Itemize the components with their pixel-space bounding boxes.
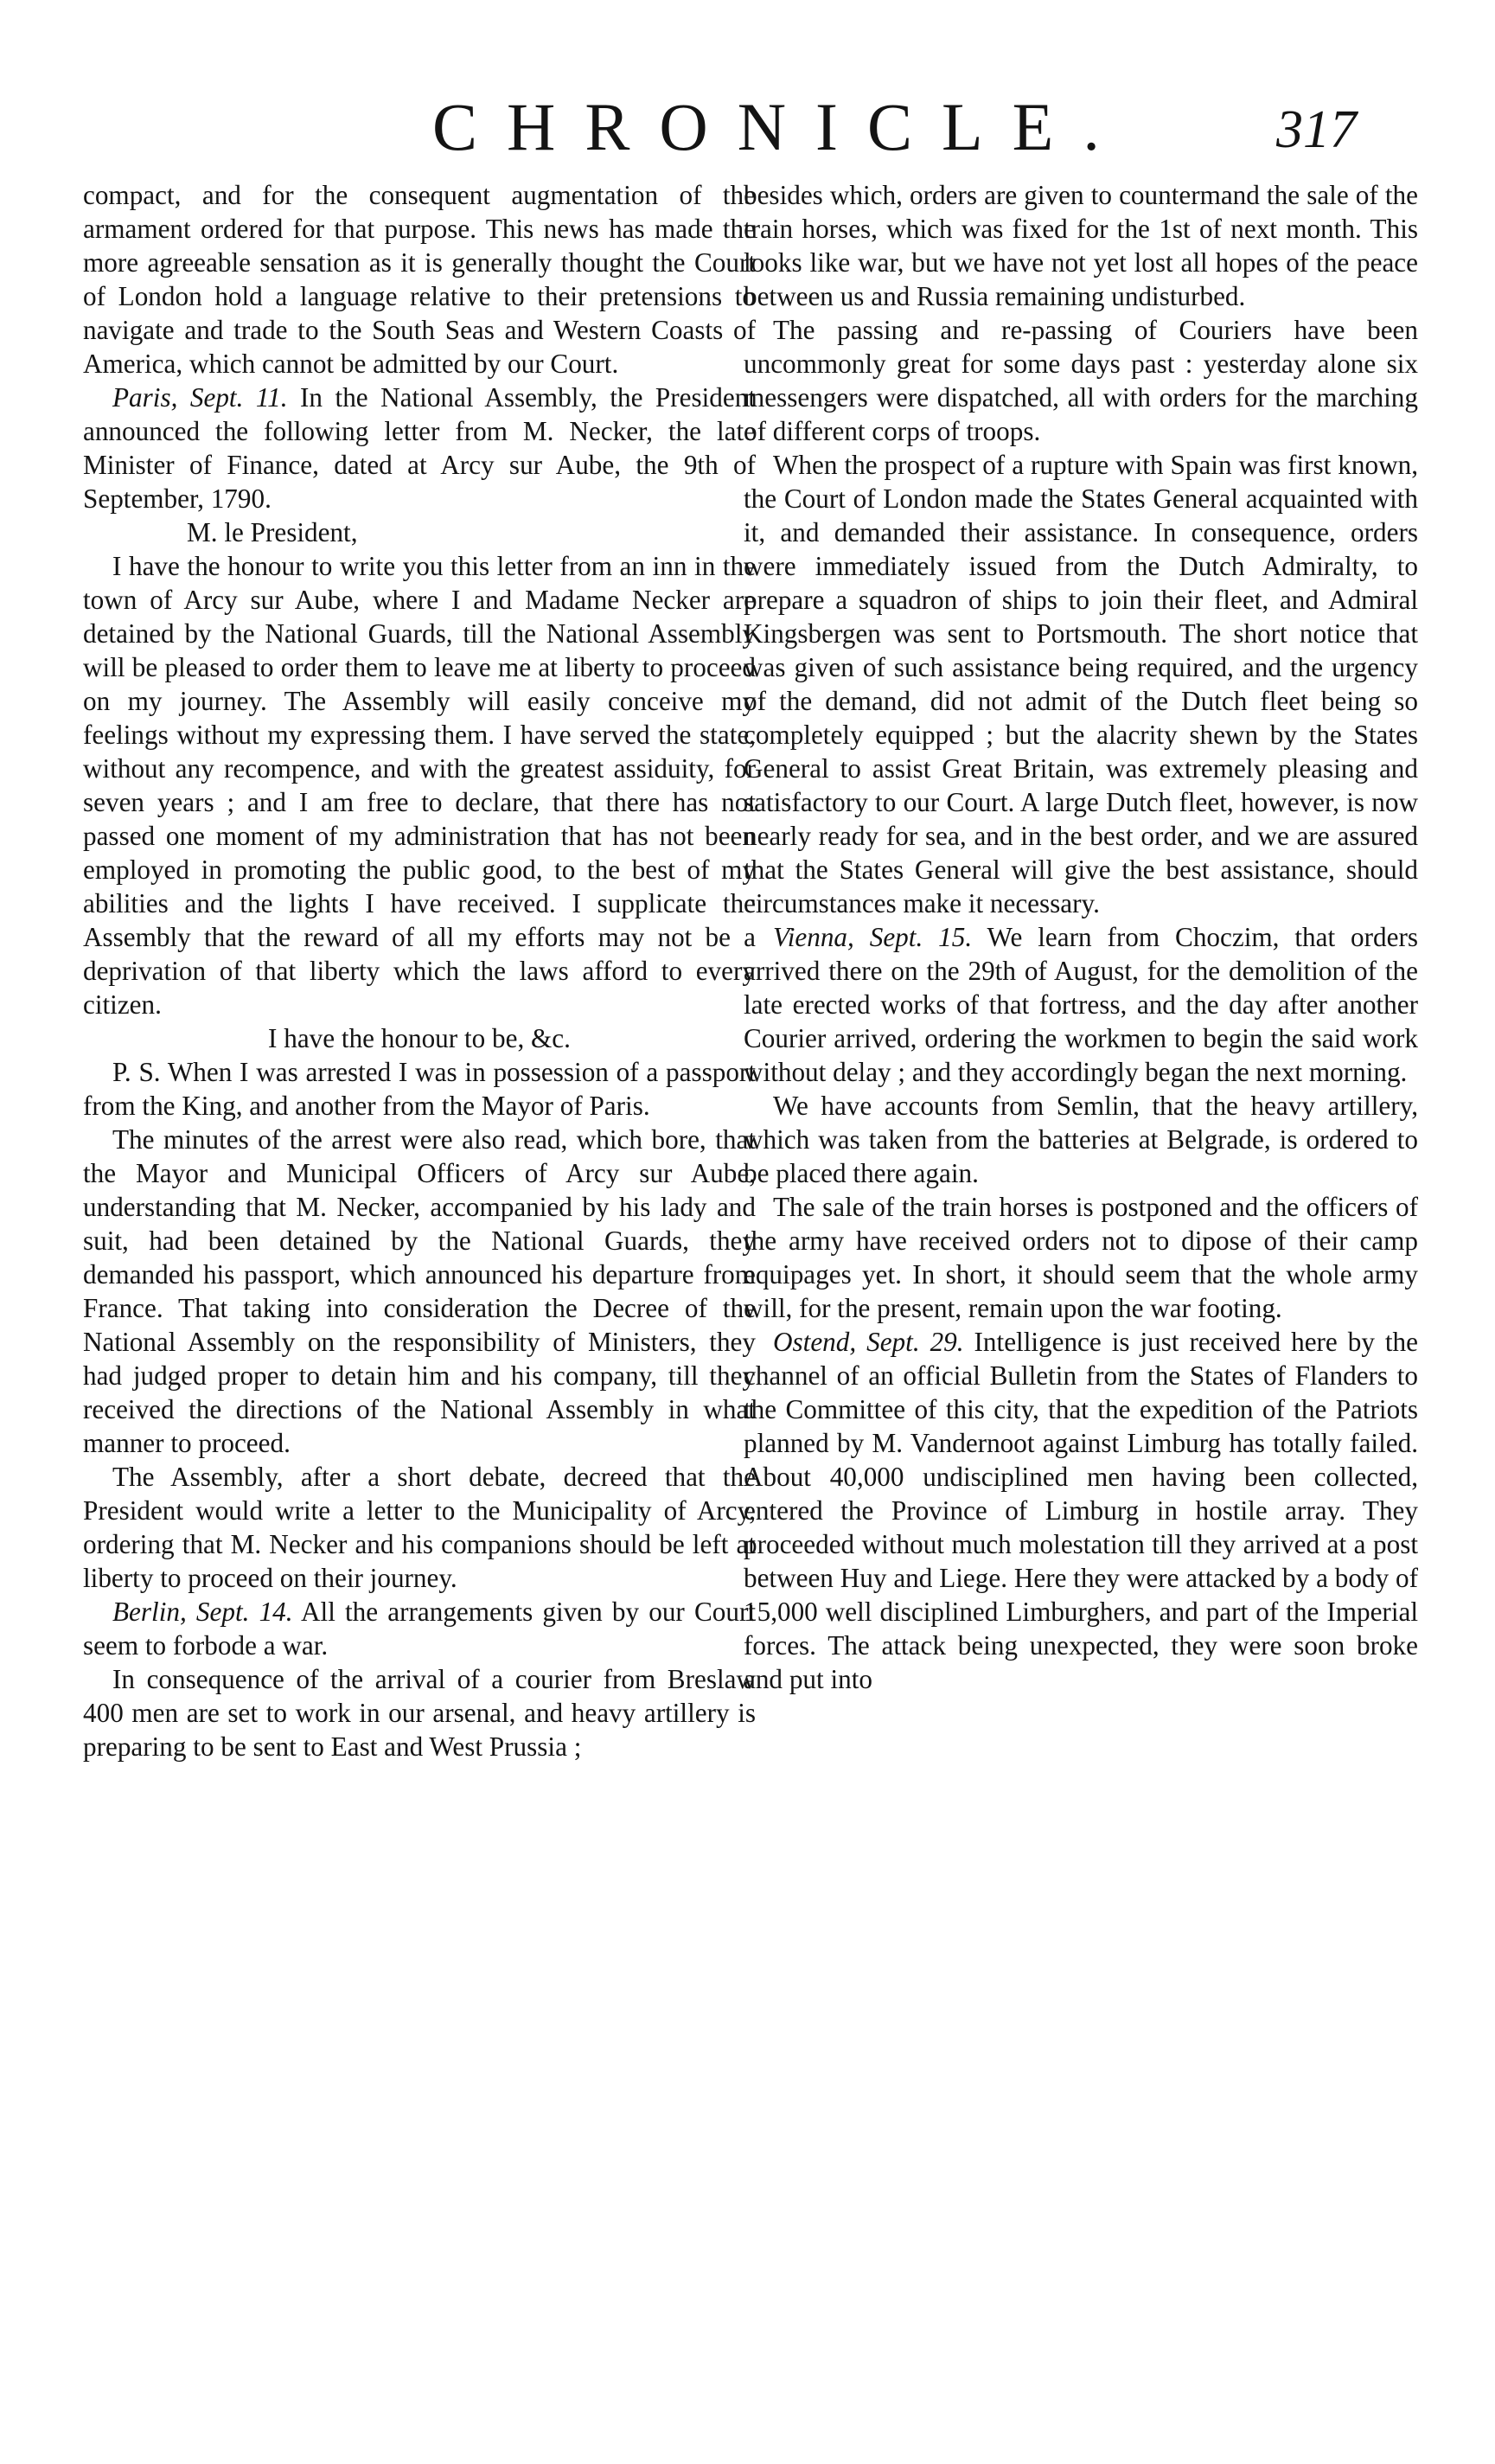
dateline: Ostend, Sept. 29. <box>773 1327 964 1357</box>
page-header <box>0 80 1495 175</box>
paragraph-text: Intelligence is just received here by the channel of an official Bulletin from the States of Flanders to the Committee of this city, that the expedition of the Patriots planned by M. Vandernoot against Limburg has totally failed. About 40,000 undisciplined men having been collected, entered the Province of Limburg in hostile array. They proceeded without much molestation till they arrived at a post between Huy and Liege. Here they were attacked by a body of 15,000 well disciplined Limburghers, and part of the Imperial forces. The attack being unexpected, they were soon broke and put into <box>744 1327 1418 1694</box>
paragraph-text: The minutes of the arrest were also read, which bore, that the Mayor and Municipal Officers of Arcy sur Aube, understanding that M. Necker, accompanied by his lady and suit, had been detained by the National Guards, they demanded his passport, which announced his departure from France. That taking into consideration the Decree of the National Assembly on the responsibility of Ministers, they had judged proper to detain him and his company, till they received the directions of the National Assembly in what manner to proceed. <box>83 1124 756 1458</box>
dateline: Vienna, Sept. 15. <box>773 922 973 952</box>
paragraph <box>83 1595 756 1662</box>
paragraph-text: We have accounts from Semlin, that the heavy artillery, which was taken from the batteries at Belgrade, is ordered to be placed there again. <box>744 1091 1418 1188</box>
paragraph <box>83 1460 756 1595</box>
paragraph-text: I have the honour to write you this letter from an inn in the town of Arcy sur Aube, where I and Madame Necker are detained by the National Guards, till the National Assembly will be pleased to order them to leave me at liberty to proceed on my journey. The Assembly will easily conceive my feelings without my expressing them. I have served the state, without any recompence, and with the greatest assiduity, for seven years ; and I am free to declare, that there has not passed one moment of my administration that has not been employed in promoting the public good, to the best of my abilities and the lights I have received. I supplicate the Assembly that the reward of all my efforts may not be a deprivation of that liberty which the laws afford to every citizen. <box>83 551 756 1020</box>
paragraph <box>744 313 1418 448</box>
paragraph <box>83 178 756 381</box>
running-head-title: CHRONICLE. <box>432 89 1129 164</box>
paragraph-text: In consequence of the arrival of a courier from Breslaw 400 men are set to work in our arsenal, and heavy artillery is preparing to be sent to East and West Prussia ; <box>83 1664 756 1762</box>
paragraph-text: P. S. When I was arrested I was in possession of a passport from the King, and another from the Mayor of Paris. <box>83 1057 756 1121</box>
paragraph-text: When the prospect of a rupture with Spain was first known, the Court of London made the States General acquainted with it, and demanded their assistance. In consequence, orders were immediately issued from the Dutch Admiralty, to prepare a squadron of ships to join their fleet, and Admiral Kingsbergen was sent to Portsmouth. The short notice that was given of such assistance being required, and the urgency of the demand, did not admit of the Dutch fleet being so completely equipped ; but the alacrity shewn by the States General to assist Great Britain, was extremely pleasing and satisfactory to our Court. A large Dutch fleet, however, is now nearly ready for sea, and in the best order, and we are assured that the States General will give the best assistance, should circumstances make it necessary. <box>744 450 1418 918</box>
left-text-column <box>83 178 756 1763</box>
paragraph <box>83 1662 756 1763</box>
dateline: Berlin, Sept. 14. <box>112 1597 293 1627</box>
paragraph-text: The Assembly, after a short debate, decreed that the President would write a letter to the Municipality of Arcy, ordering that M. Necker and his companions should be left at liberty to proceed on their journey. <box>83 1462 756 1593</box>
paragraph <box>744 1089 1418 1190</box>
paragraph <box>744 920 1418 1089</box>
paragraph-text: compact, and for the consequent augmentation of the armament ordered for that purpose. This news has made the more agreeable sensation as it is generally thought the Court of London hold a language relative to their pretensions to navigate and trade to the South Seas and Western Coasts of America, which cannot be admitted by our Court. <box>83 180 756 379</box>
page-number: 317 <box>1276 100 1357 159</box>
paragraph <box>83 1021 756 1055</box>
paragraph <box>83 1055 756 1123</box>
paragraph <box>744 178 1418 313</box>
paragraph <box>83 381 756 515</box>
dateline: Paris, Sept. 11. <box>112 382 288 413</box>
paragraph-text: In the National Assembly, the President announced the following letter from M. Necker, the late Minister of Finance, dated at Arcy sur Aube, the 9th of September, 1790. <box>83 382 756 514</box>
paragraph-text: The sale of the train horses is postponed and the officers of the army have received orders not to dipose of their camp equipages yet. In short, it should seem that the whole army will, for the present, remain upon the war footing. <box>744 1192 1418 1323</box>
paragraph-text: We learn from Choczim, that orders arrived there on the 29th of August, for the demolition of the late erected works of that fortress, and the day after another Courier arrived, ordering the workmen to begin the said work without delay ; and they accordingly began the next morning. <box>744 922 1418 1087</box>
paragraph <box>744 1325 1418 1696</box>
paragraph-text: All the arrangements given by our Court seem to forbode a war. <box>83 1597 756 1661</box>
paragraph-text: I have the honour to be, &c. <box>268 1023 571 1053</box>
paragraph <box>83 1123 756 1460</box>
paragraph-text: The passing and re-passing of Couriers have been uncommonly great for some days past : yesterday alone six messengers were dispatched, all with orders for the marching of different corps of troops. <box>744 315 1418 446</box>
paragraph <box>83 515 756 549</box>
paragraph <box>744 1190 1418 1325</box>
paragraph-text: M. le President, <box>187 517 358 547</box>
paragraph <box>744 448 1418 920</box>
right-text-column <box>744 178 1418 1696</box>
paragraph <box>83 549 756 1021</box>
paragraph-text: besides which, orders are given to countermand the sale of the train horses, which was fixed for the 1st of next month. This looks like war, but we have not yet lost all hopes of the peace between us and Russia remaining undisturbed. <box>744 180 1418 311</box>
